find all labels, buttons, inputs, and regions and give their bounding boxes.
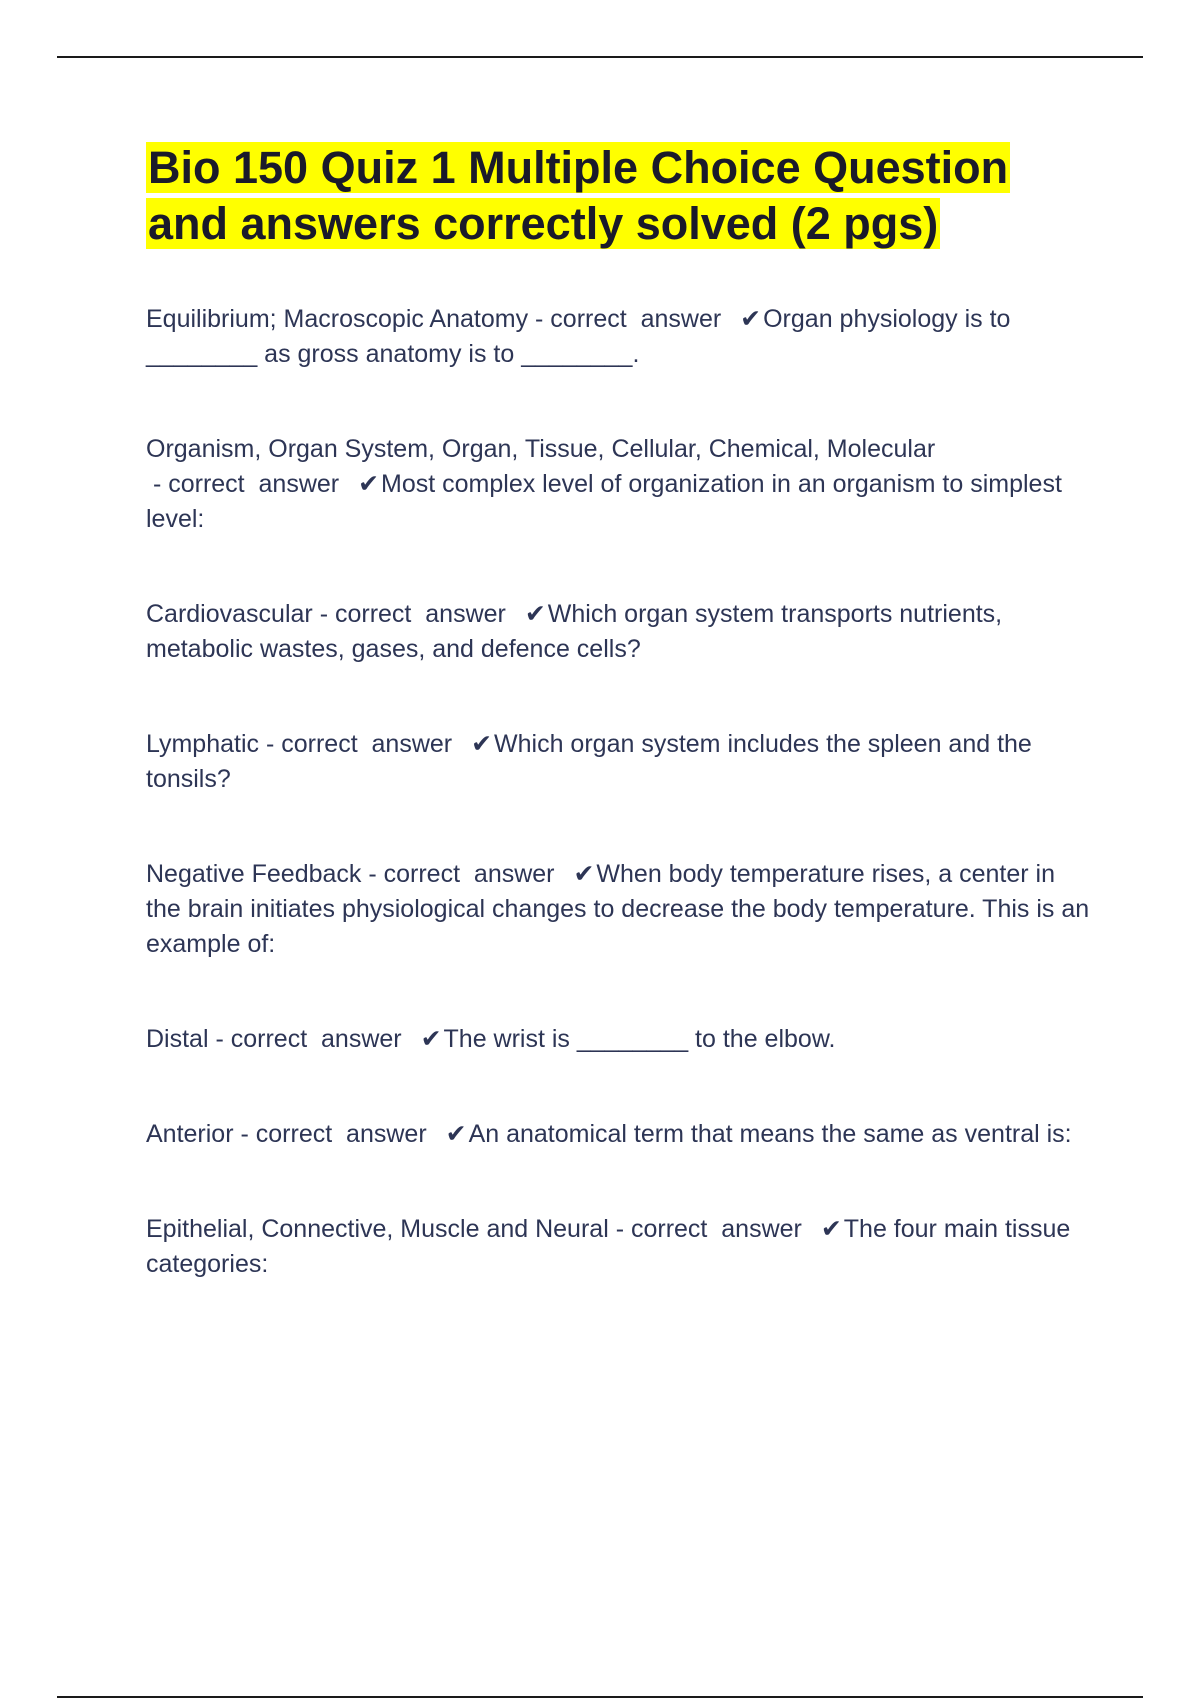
correct-answer-label: - correct answer [233,1120,434,1148]
question-text: Which organ system transports nutrients, metabolic wastes, gases, and defence cells? [146,600,1003,663]
qa-item [146,1117,1096,1152]
answer-text: Organism, Organ System, Organ, Tissue, Cellular, Chemical, Molecular [146,435,936,463]
answer-text: Cardiovascular [146,600,313,628]
checkmark-icon: ✔ [358,470,380,498]
qa-item [146,857,1096,962]
checkmark-icon: ✔ [420,1025,442,1053]
correct-answer-label: - correct answer [146,470,347,498]
checkmark-icon: ✔ [524,600,546,628]
question-text: The wrist is ________ to the elbow. [443,1025,836,1053]
checkmark-icon: ✔ [471,730,493,758]
qa-item [146,1212,1096,1282]
document-body [146,140,1096,1342]
qa-item [146,302,1096,372]
top-divider [57,56,1143,58]
answer-text: Anterior [146,1120,234,1148]
answer-text: Equilibrium; Macroscopic Anatomy [146,305,529,333]
bottom-divider [57,1696,1143,1698]
correct-answer-label: - correct answer [259,730,460,758]
question-text: An anatomical term that means the same as ventral is: [468,1120,1072,1148]
answer-text: Distal [146,1025,209,1053]
correct-answer-label: - correct answer [528,305,729,333]
qa-item [146,727,1096,797]
correct-answer-label: - correct answer [312,600,513,628]
answer-text: Epithelial, Connective, Muscle and Neural [146,1215,609,1243]
checkmark-icon: ✔ [740,305,762,333]
answer-text: Negative Feedback [146,860,362,888]
question-text: Most complex level of organization in an organism to simplest level: [146,470,1062,533]
correct-answer-label: - correct answer [208,1025,409,1053]
checkmark-icon: ✔ [573,860,595,888]
qa-item [146,1022,1096,1057]
answer-text: Lymphatic [146,730,260,758]
qa-item [146,597,1096,667]
document-title: Bio 150 Quiz 1 Multiple Choice Question and answers correctly solved (2 pgs) [148,142,1009,249]
correct-answer-label: - correct answer [608,1215,809,1243]
qa-list [146,302,1096,1282]
question-text: Which organ system includes the spleen and the tonsils? [146,730,1032,793]
correct-answer-label: - correct answer [361,860,562,888]
question-text: When body temperature rises, a center in the brain initiates physiological changes to decrease the body temperature. This is an example of: [146,860,1090,958]
question-text: Organ physiology is to ________ as gross anatomy is to ________. [146,305,1011,368]
checkmark-icon: ✔ [820,1215,842,1243]
qa-item [146,432,1096,537]
checkmark-icon: ✔ [445,1120,467,1148]
question-text: The four main tissue categories: [146,1215,1071,1278]
